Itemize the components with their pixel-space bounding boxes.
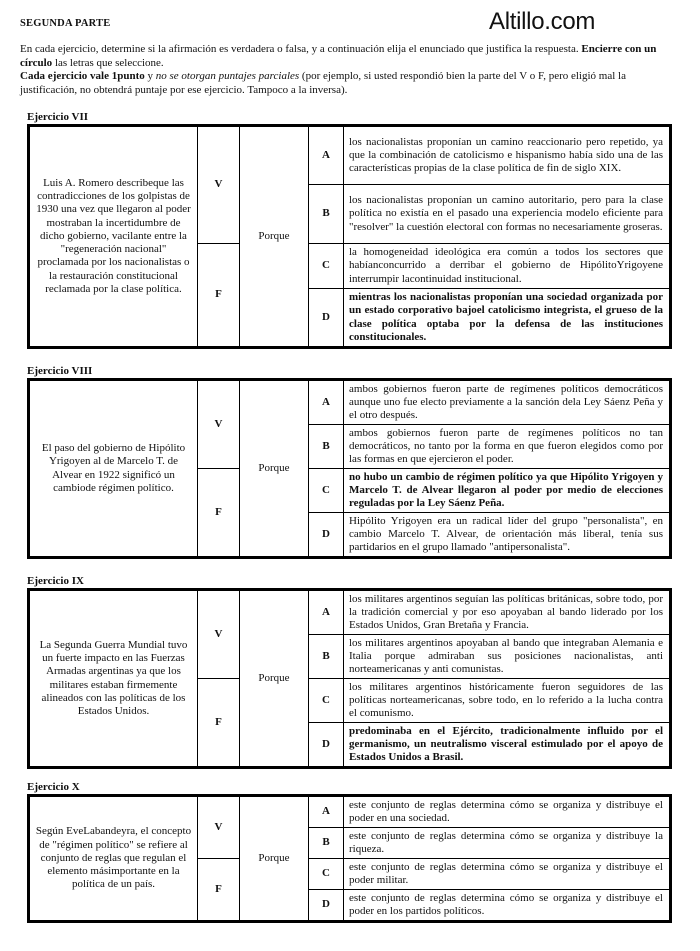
option-letter-b[interactable]: B <box>309 185 344 244</box>
porque-label: Porque <box>240 380 309 558</box>
option-letter-c[interactable]: C <box>309 244 344 289</box>
exercise-title: Ejercicio IX <box>27 575 84 587</box>
option-letter-a[interactable]: A <box>309 796 344 828</box>
option-text-d: mientras los nacionalistas proponían una sociedad organizada por un estado corporativo bajoel catolicismo integrista, el grueso de la clase política optaba por la defensa de las instituciones constitucionales. <box>344 289 671 348</box>
option-text-b: los nacionalistas proponían un camino autoritario, pero para la clase política no existía en el pasado una experiencia modelo eficiente para "resolver" la cuestión electoral con formas no necesariamente groseras. <box>344 185 671 244</box>
option-text-b: este conjunto de reglas determina cómo se organiza y distribuye la riqueza. <box>344 828 671 859</box>
option-letter-d[interactable]: D <box>309 513 344 558</box>
statement: Luis A. Romero describeque las contradicciones de los golpistas de 1930 una vez que llegaron al poder mostraban la incertidumbre de dicho gobierno, vacilante entre la "regeneración nacional" proclamada por los nacionalistas o la restauración constitucional reclamada por la clase política. <box>29 126 198 348</box>
section-title: SEGUNDA PARTE <box>20 18 111 29</box>
instructions-emphasis: Encierre con un círculo <box>20 43 657 69</box>
scoring-emphasis: Cada ejercicio vale 1punto <box>20 70 145 82</box>
true-option[interactable]: V <box>198 796 240 859</box>
scoring-text: (por ejemplo, si usted respondió bien la parte del V o F, pero eligió mal la justificación, no obtendrá puntaje por ese ejercicio. Tampoco a la inversa). <box>20 70 626 96</box>
option-letter-d[interactable]: D <box>309 289 344 348</box>
exercise-table <box>27 378 672 559</box>
exercise-table <box>27 794 672 923</box>
option-text-d: Hipólito Yrigoyen era un radical líder del grupo "personalista", en cambio Marcelo T. Alvear, de orientación más liberal, tenía sus partidarios en el grupo llamado "antipersonalista". <box>344 513 671 558</box>
porque-label: Porque <box>240 796 309 922</box>
scoring-connector: y <box>144 70 156 82</box>
option-letter-a[interactable]: A <box>309 590 344 635</box>
instructions-text-tail: las letras que seleccione. <box>52 56 164 69</box>
option-letter-a[interactable]: A <box>309 126 344 185</box>
exercise-ix <box>27 575 672 769</box>
scoring-italic: no se otorgan puntajes parciales <box>155 70 300 82</box>
option-text-c: los militares argentinos históricamente fueron seguidores de las políticas norteamericanas, sobre todo, en lo referido a la lucha contra el comunismo. <box>344 679 671 723</box>
true-option[interactable]: V <box>198 380 240 469</box>
option-text-c: no hubo un cambio de régimen político ya que Hipólito Yrigoyen y Marcelo T. de Alvear llegaron al poder por medio de elecciones reguladas por la Ley Sáenz Peña. <box>344 469 671 513</box>
exercise-x <box>27 781 672 923</box>
option-letter-d[interactable]: D <box>309 890 344 922</box>
option-text-c: la homogeneidad ideológica era común a todos los sectores que habíanconcurrido a derribar el gobierno de HipólitoYrigoyene interrumpir lacontinuidad institucional. <box>344 244 671 289</box>
option-text-d: predominaba en el Ejército, tradicionalmente influido por el germanismo, un neutralismo visceral estimulado por el apoyo de Estados Unidos a Brasil. <box>344 723 671 768</box>
porque-label: Porque <box>240 590 309 768</box>
exercise-table <box>27 124 672 349</box>
false-option[interactable]: F <box>198 469 240 558</box>
instructions <box>20 43 682 97</box>
option-letter-b[interactable]: B <box>309 635 344 679</box>
exercise-vii <box>27 111 672 349</box>
option-letter-c[interactable]: C <box>309 679 344 723</box>
altillo-logo: Altillo.com <box>489 8 596 35</box>
exercise-title: Ejercicio X <box>27 781 80 793</box>
option-letter-a[interactable]: A <box>309 380 344 425</box>
option-text-b: los militares argentinos apoyaban al bando que integraban Alemania e Italia porque admiraban sus posiciones nacionalistas, anti norteamericanas y anti comunistas. <box>344 635 671 679</box>
exercise-title: Ejercicio VII <box>27 111 88 123</box>
false-option[interactable]: F <box>198 679 240 768</box>
true-option[interactable]: V <box>198 126 240 244</box>
option-letter-b[interactable]: B <box>309 828 344 859</box>
exercise-table <box>27 588 672 769</box>
option-text-a: los militares argentinos seguían las políticas británicas, sobre todo, por la tradición comercial y por eso apoyaban al bando liderado por los Estados Unidos, Gran Bretaña y Francia. <box>344 590 671 635</box>
option-text-a: los nacionalistas proponían un camino reaccionario pero repetido, ya que la combinación de catolicismo e hispanismo había sido una de las características propias de la clase política de fin de siglo XIX. <box>344 126 671 185</box>
instructions-text: En cada ejercicio, determine si la afirmación es verdadera o falsa, y a continuación elija el enunciado que justifica la respuesta. <box>20 43 582 55</box>
option-letter-c[interactable]: C <box>309 469 344 513</box>
option-text-d: este conjunto de reglas determina cómo se organiza y distribuye el poder en los partidos políticos. <box>344 890 671 922</box>
option-text-c: este conjunto de reglas determina cómo se organiza y distribuye el poder militar. <box>344 859 671 890</box>
true-option[interactable]: V <box>198 590 240 679</box>
option-letter-d[interactable]: D <box>309 723 344 768</box>
statement: Según EveLabandeyra, el concepto de "régimen político" se refiere al conjunto de reglas que regulan el elemento másimportante en la política de un país. <box>29 796 198 922</box>
option-text-a: este conjunto de reglas determina cómo se organiza y distribuye el poder en una sociedad. <box>344 796 671 828</box>
option-letter-b[interactable]: B <box>309 425 344 469</box>
exercise-viii <box>27 365 672 559</box>
option-letter-c[interactable]: C <box>309 859 344 890</box>
false-option[interactable]: F <box>198 859 240 922</box>
statement: El paso del gobierno de Hipólito Yrigoyen al de Marcelo T. de Alvear en 1922 significó un cambiode régimen político. <box>29 380 198 558</box>
exercise-title: Ejercicio VIII <box>27 365 93 377</box>
porque-label: Porque <box>240 126 309 348</box>
false-option[interactable]: F <box>198 244 240 348</box>
statement: La Segunda Guerra Mundial tuvo un fuerte impacto en las Fuerzas Armadas argentinas ya que los militares estaban firmemente alineados con las políticas de los Estados Unidos. <box>29 590 198 768</box>
option-text-a: ambos gobiernos fueron parte de regímenes políticos democráticos aunque uno fue electo previamente a la sanción dela Ley Sáenz Peña y el otro después. <box>344 380 671 425</box>
option-text-b: ambos gobiernos fueron parte de regímenes políticos no tan democráticos, no tanto por la forma en que fueron elegidos como por las formas en que ejercieron el poder. <box>344 425 671 469</box>
